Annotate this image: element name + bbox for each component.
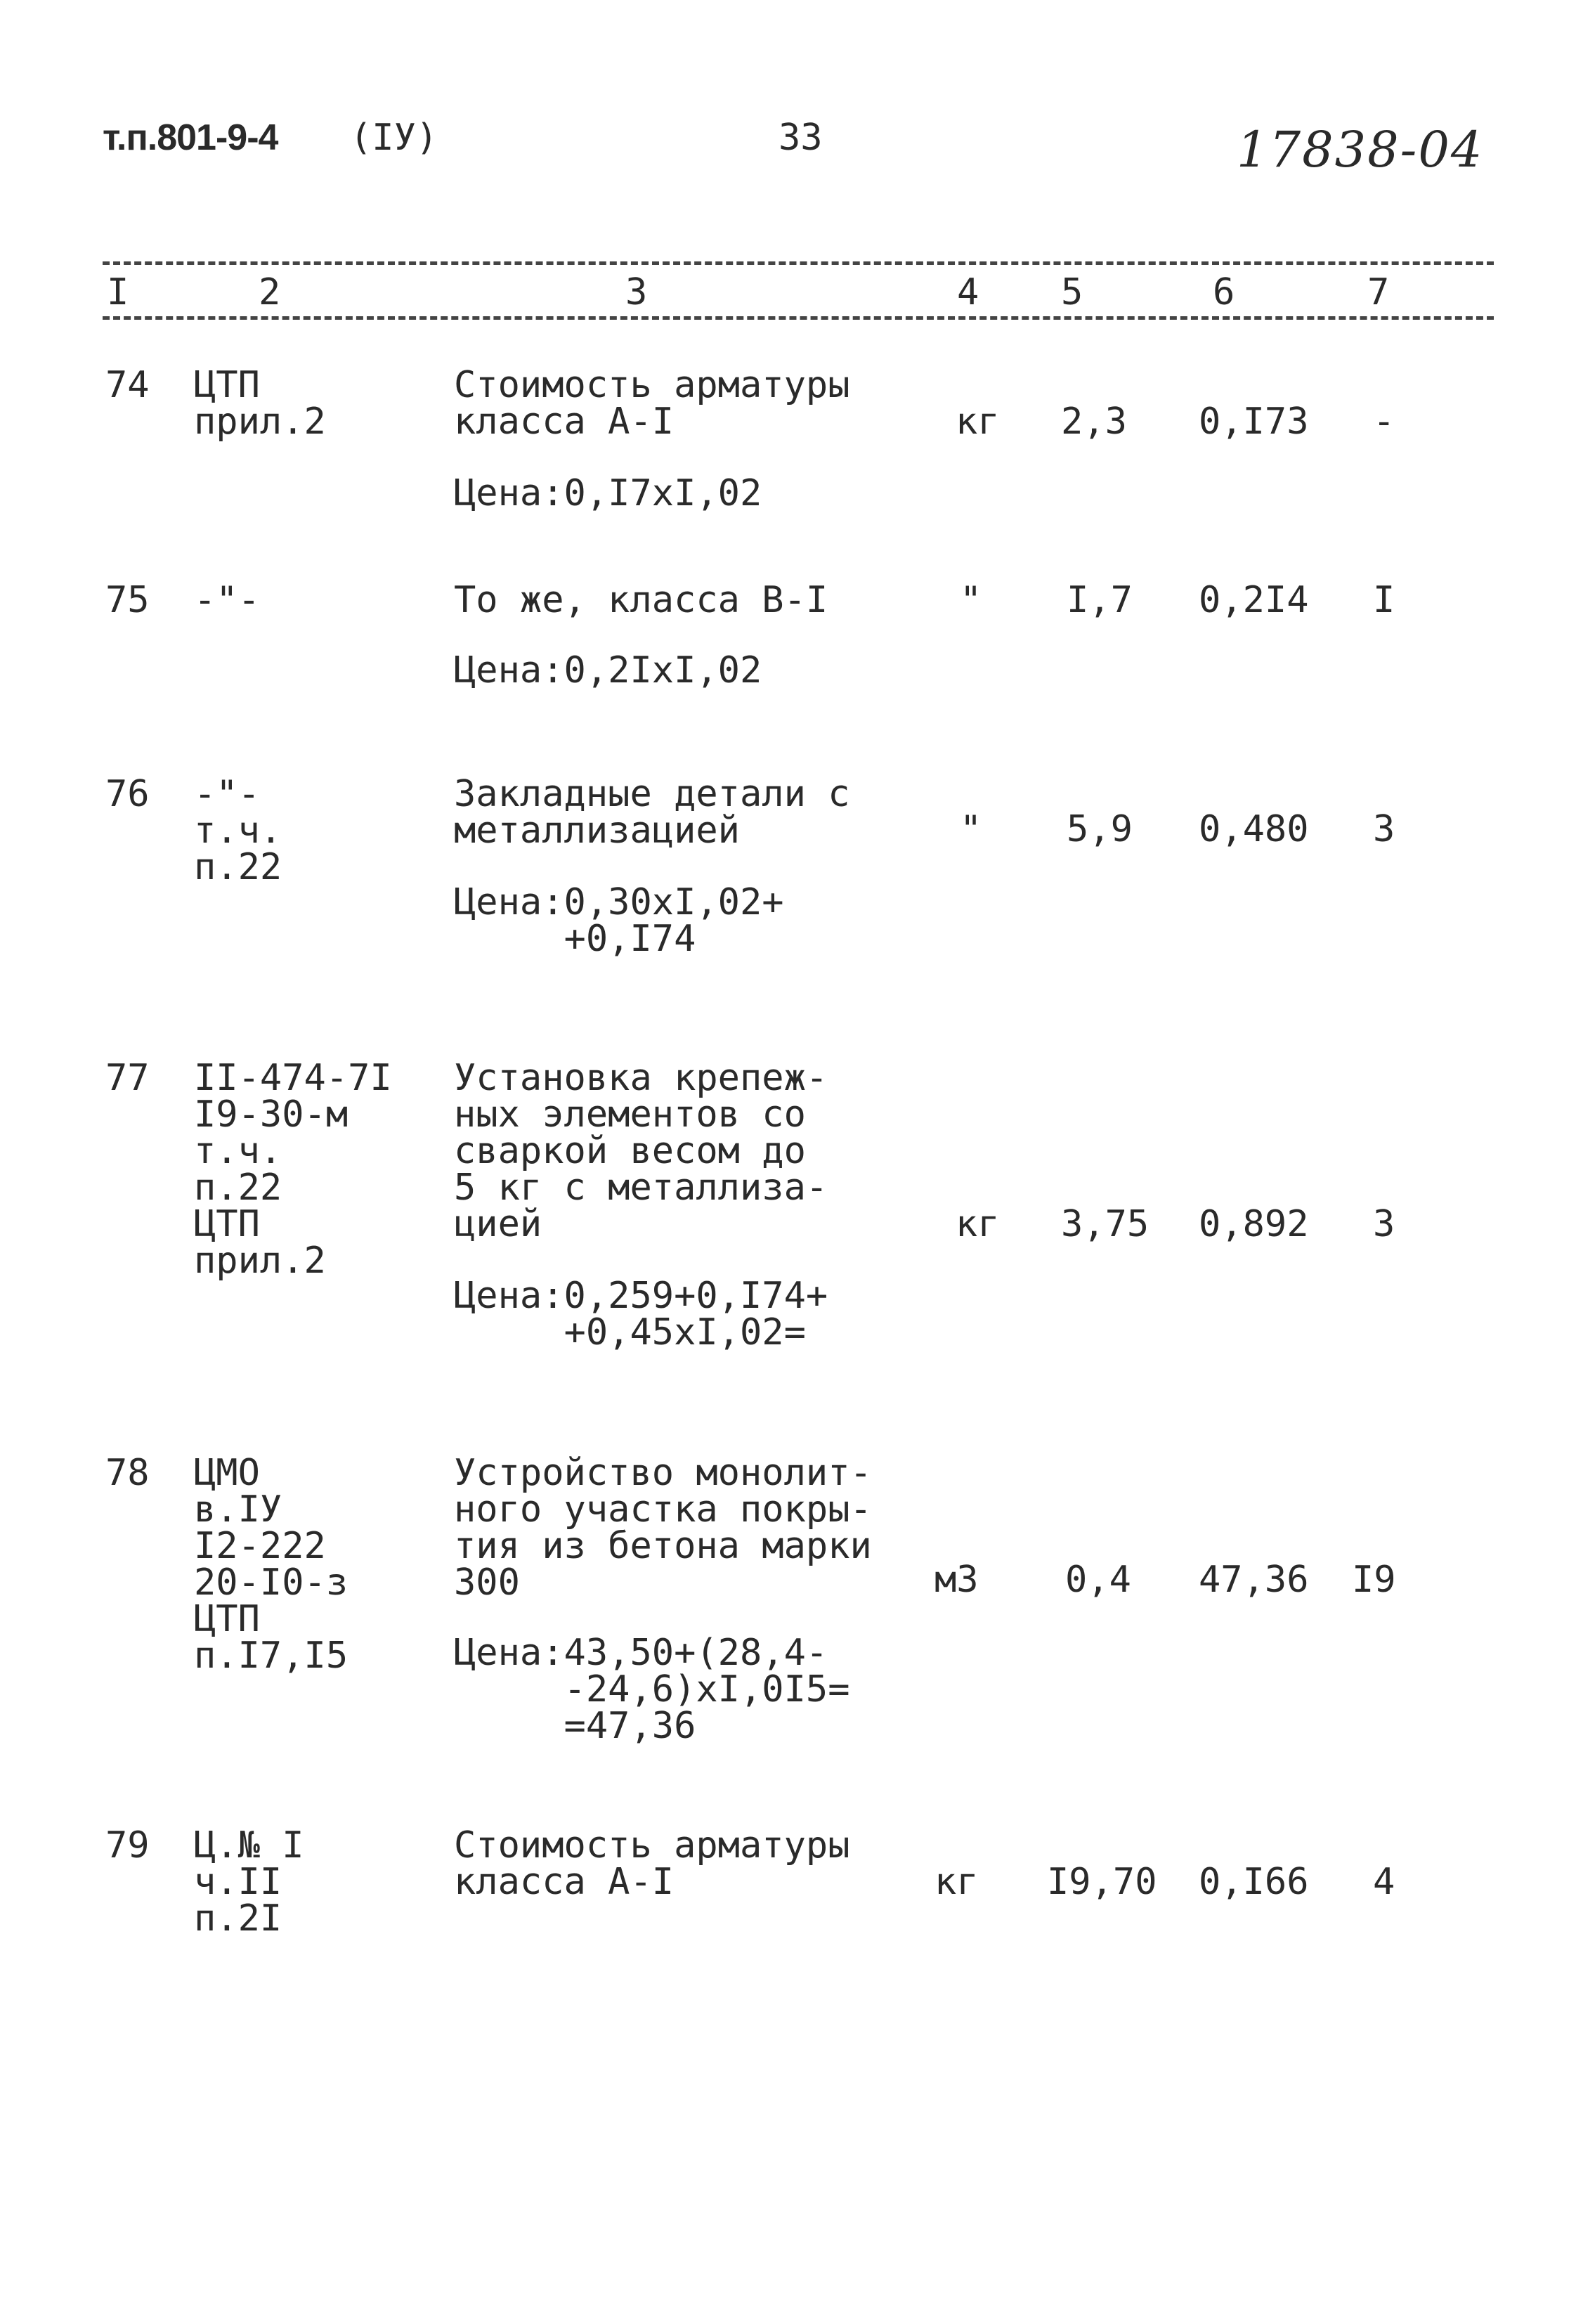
row-77-total: 3 [1373, 1203, 1395, 1245]
column-number-7: 7 [1367, 271, 1390, 313]
row-75-reference: -"- [194, 579, 260, 621]
row-76-cost: 0,480 [1199, 808, 1309, 850]
column-number-2: 2 [259, 271, 281, 313]
row-76-total: 3 [1373, 808, 1395, 850]
column-number-5: 5 [1061, 271, 1083, 313]
row-76-quantity: 5,9 [1067, 808, 1133, 850]
row-74-quantity: 2,3 [1061, 401, 1127, 443]
row-74-description: Стоимость арматуры класса А-I [454, 364, 850, 443]
row-75-unit: " [960, 579, 982, 621]
row-79-quantity: I9,70 [1047, 1861, 1157, 1903]
column-number-3: 3 [625, 271, 648, 313]
row-76-unit: " [960, 808, 982, 850]
row-77-description: Установка крепеж- ных элементов со сваркой весом до 5 кг с металлиза- цией [454, 1057, 828, 1245]
row-75-price: Цена:0,2IхI,02 [454, 649, 762, 692]
column-number-4: 4 [957, 271, 979, 313]
document-volume: (IУ) [350, 117, 438, 159]
column-number-1: I [107, 271, 129, 313]
row-78-quantity: 0,4 [1065, 1559, 1131, 1601]
row-75-quantity: I,7 [1067, 579, 1133, 621]
row-79-reference: Ц.№ I ч.II п.2I [194, 1824, 304, 1940]
column-number-6: 6 [1213, 271, 1235, 313]
inventory-number: 17838-04 [1237, 121, 1484, 178]
row-79-total: 4 [1373, 1861, 1395, 1903]
row-78-cost: 47,36 [1199, 1559, 1309, 1601]
row-78-reference: ЦМО в.IУ I2-222 20-I0-з ЦТП п.I7,I5 [194, 1452, 349, 1677]
row-78-price: Цена:43,50+(28,4- -24,6)хI,0I5= =47,36 [454, 1632, 850, 1747]
row-74-number: 74 [105, 364, 150, 406]
row-78-total: I9 [1352, 1559, 1396, 1601]
row-75-number: 75 [105, 579, 150, 621]
row-77-reference: II-474-7I I9-30-м т.ч. п.22 ЦТП прил.2 [194, 1057, 392, 1282]
row-77-price: Цена:0,259+0,I74+ +0,45хI,02= [454, 1275, 828, 1353]
row-77-unit: кг [956, 1203, 1000, 1245]
row-76-price: Цена:0,30хI,02+ +0,I74 [454, 881, 784, 960]
header-top-rule [103, 261, 1494, 265]
row-74-total: - [1373, 401, 1395, 443]
row-76-reference: -"- т.ч. п.22 [194, 773, 282, 888]
row-79-description: Стоимость арматуры класса А-I [454, 1824, 850, 1903]
row-74-cost: 0,I73 [1199, 401, 1309, 443]
row-77-cost: 0,892 [1199, 1203, 1309, 1245]
row-79-number: 79 [105, 1824, 150, 1867]
row-75-cost: 0,2I4 [1199, 579, 1309, 621]
row-77-number: 77 [105, 1057, 150, 1099]
page-number: 33 [779, 117, 823, 159]
row-79-cost: 0,I66 [1199, 1861, 1309, 1903]
header-bottom-rule [103, 316, 1494, 320]
row-78-description: Устройство монолит- ного участка покры- тия из бетона марки 300 [454, 1452, 872, 1604]
row-79-unit: кг [934, 1861, 979, 1903]
row-76-number: 76 [105, 773, 150, 815]
row-75-description: То же, класса В-I [454, 579, 828, 621]
row-76-description: Закладные детали с металлизацией [454, 773, 850, 852]
row-75-total: I [1373, 579, 1395, 621]
row-74-price: Цена:0,I7хI,02 [454, 472, 762, 514]
document-code: т.п.801-9-4 [103, 117, 278, 158]
row-74-reference: ЦТП прил.2 [194, 364, 326, 443]
row-78-number: 78 [105, 1452, 150, 1494]
row-78-unit: м3 [934, 1559, 979, 1601]
row-77-quantity: 3,75 [1061, 1203, 1150, 1245]
row-74-unit: кг [956, 401, 1000, 443]
